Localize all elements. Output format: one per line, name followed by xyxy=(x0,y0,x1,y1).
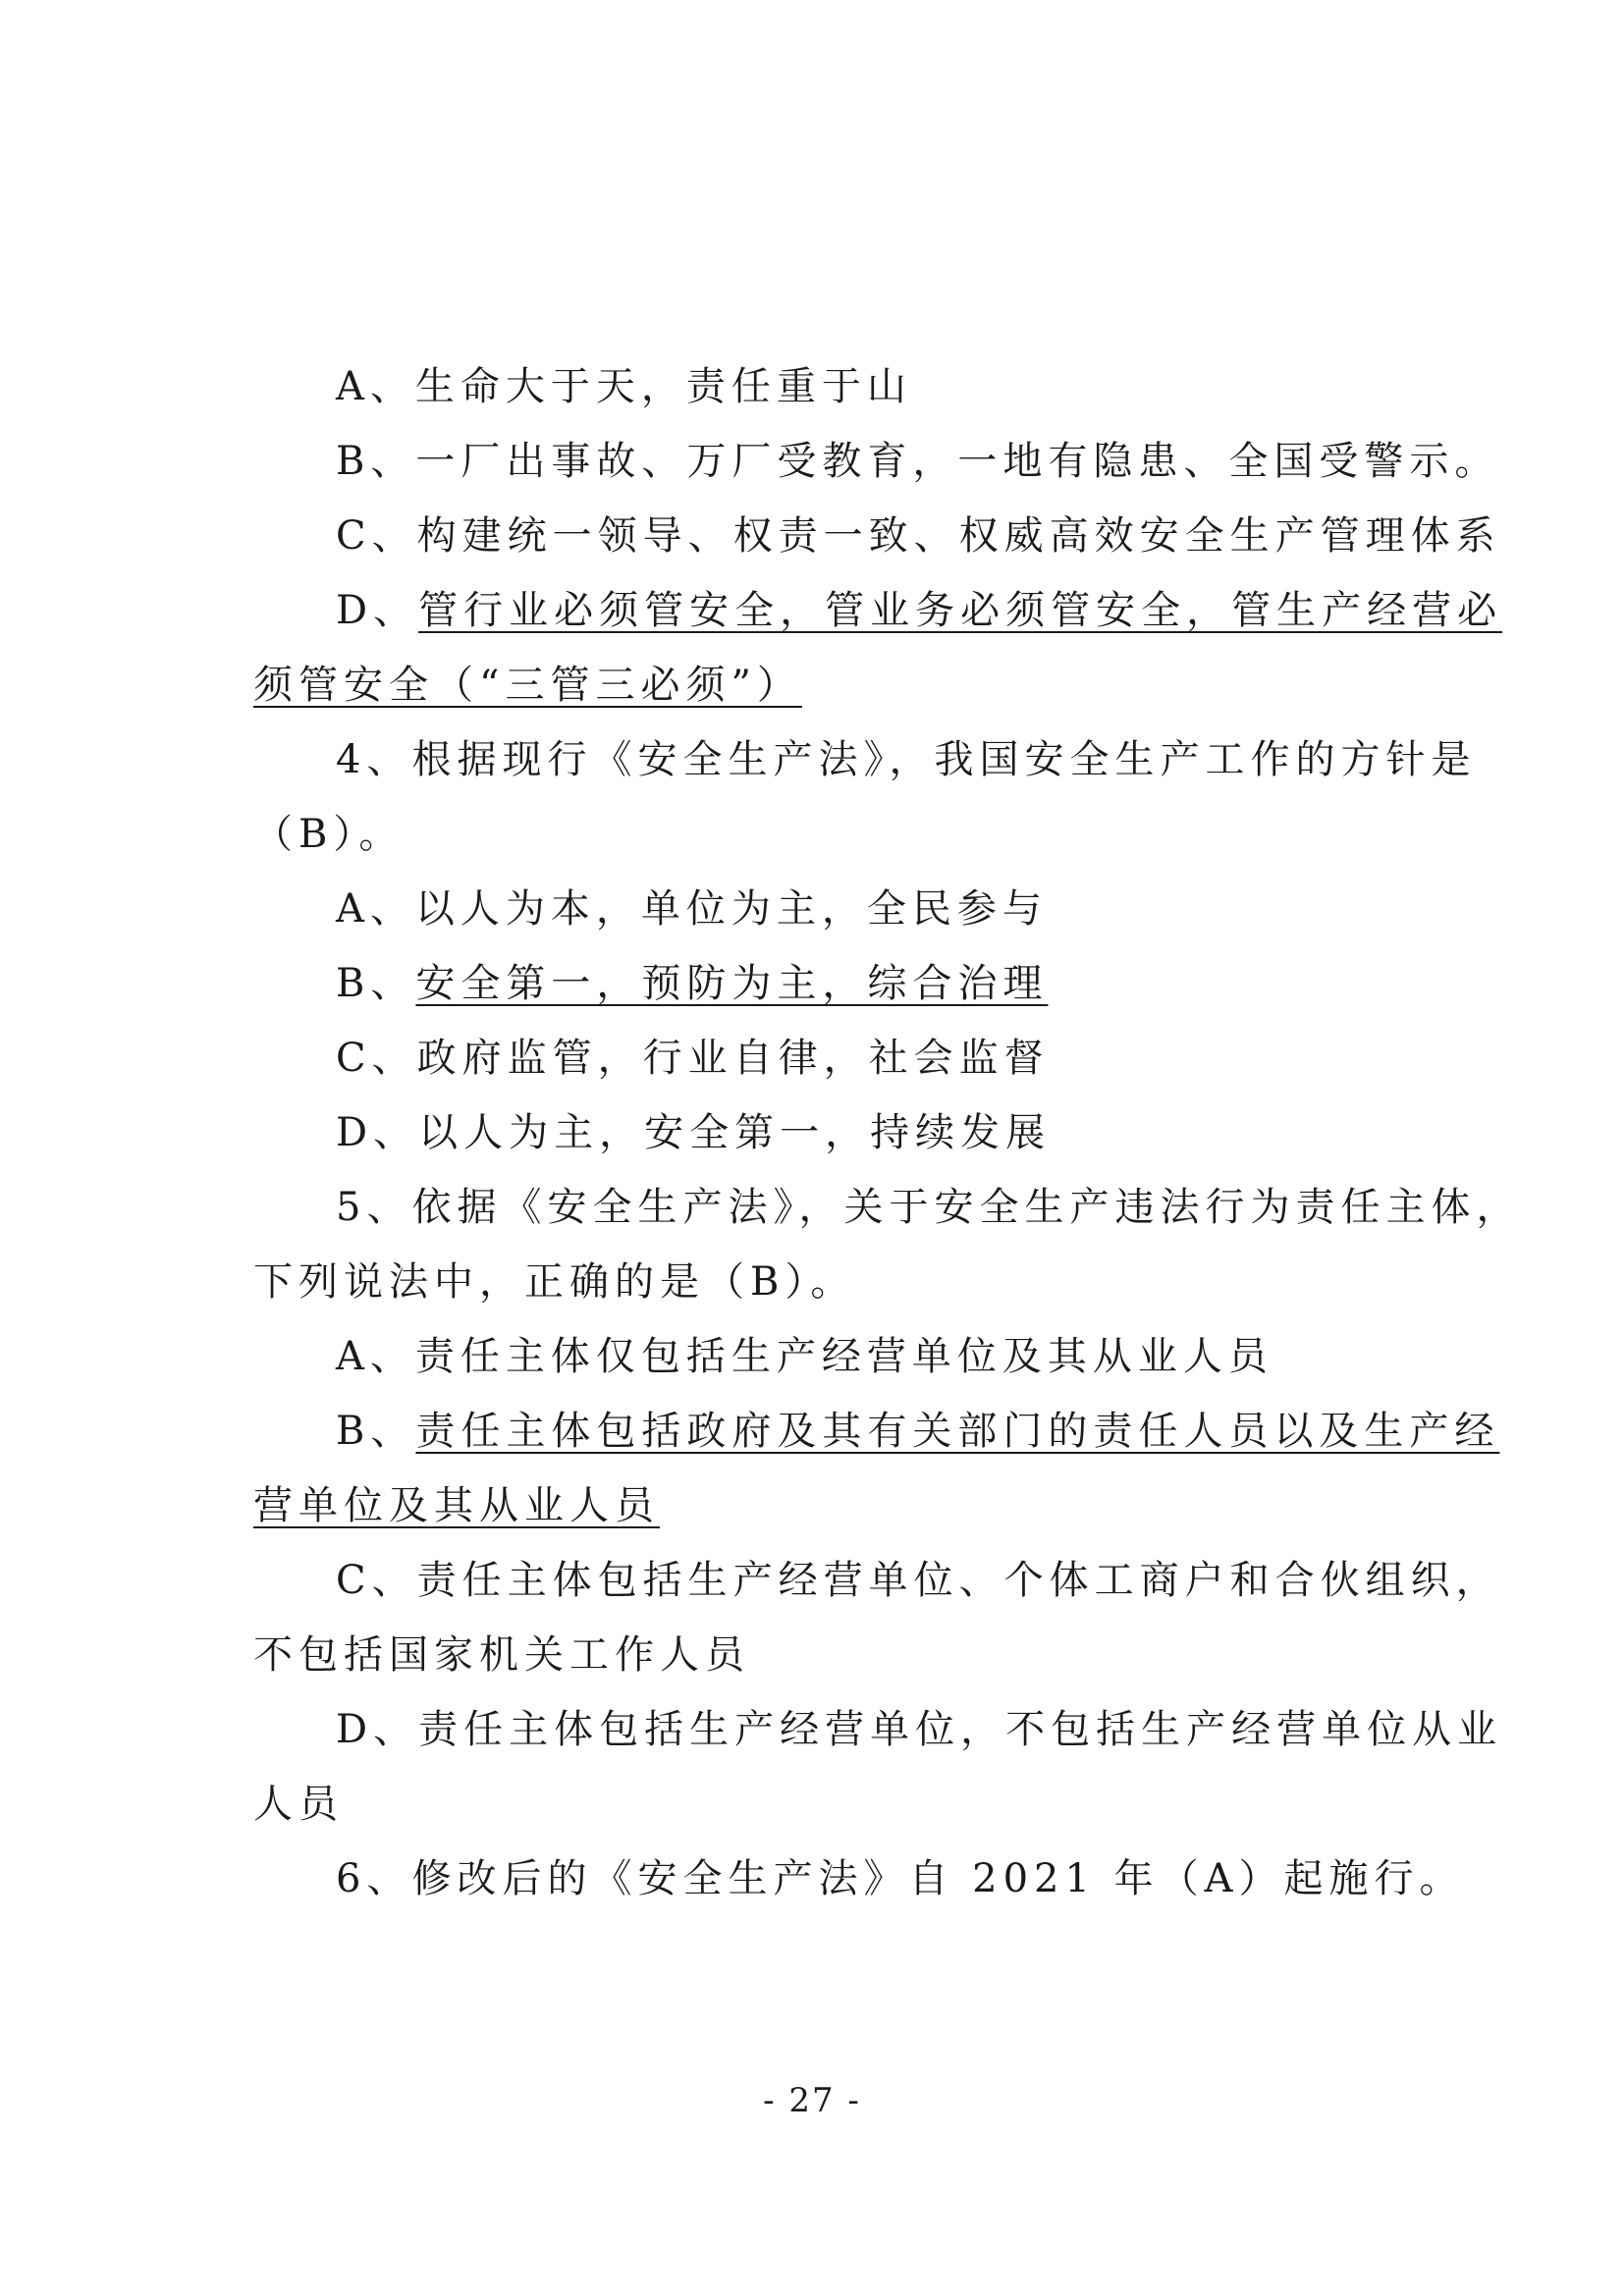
q5-option-b-answer-continued: 营单位及其从业人员 xyxy=(253,1483,660,1528)
q5-option-d: D、责任主体包括生产经营单位，不包括生产经营单位从业 xyxy=(336,1707,1503,1752)
q3-option-c: C、构建统一领导、权责一致、权威高效安全生产管理体系 xyxy=(336,513,1501,559)
q4-question-continued: （B）。 xyxy=(253,812,405,857)
q5-option-b: B、责任主体包括政府及其有关部门的责任人员以及生产经 xyxy=(336,1409,1500,1454)
q3-option-d-answer: 管行业必须管安全，管业务必须管安全，管生产经营必 xyxy=(418,588,1503,633)
q4-option-a: A、以人为本，单位为主，全民参与 xyxy=(336,886,1048,932)
q3-option-b: B、一厂出事故、万厂受教育，一地有隐患、全国受警示。 xyxy=(336,439,1500,484)
q4-option-d: D、以人为主，安全第一，持续发展 xyxy=(336,1110,1052,1155)
q4-question: 4、根据现行《安全生产法》，我国安全生产工作的方针是 xyxy=(336,737,1477,782)
page-number: - 27 - xyxy=(763,2081,861,2120)
q3-option-a: A、生命大于天，责任重于山 xyxy=(336,364,912,409)
q4-option-b: B、安全第一，预防为主，综合治理 xyxy=(336,961,1049,1006)
q3-option-d-continued xyxy=(253,660,1392,711)
q5-option-b-answer: 责任主体包括政府及其有关部门的责任人员以及生产经 xyxy=(415,1409,1500,1454)
q5-option-b-continued xyxy=(253,1480,1392,1531)
q4-option-b-answer: 安全第一，预防为主，综合治理 xyxy=(415,961,1049,1006)
q5-option-c-continued: 不包括国家机关工作人员 xyxy=(253,1632,750,1678)
q3-option-d: D、管行业必须管安全，管业务必须管安全，管生产经营必 xyxy=(336,588,1503,633)
q4-option-c: C、政府监管，行业自律，社会监督 xyxy=(336,1036,1050,1081)
q5-question-continued: 下列说法中，正确的是（B）。 xyxy=(253,1259,856,1305)
q3-option-d-answer-continued: 须管安全（“三管三必须”） xyxy=(253,663,802,708)
q5-question: 5、依据《安全生产法》，关于安全生产违法行为责任主体， xyxy=(336,1185,1522,1230)
q5-option-c: C、责任主体包括生产经营单位、个体工商户和合伙组织， xyxy=(336,1558,1501,1603)
q5-option-d-continued: 人员 xyxy=(253,1782,344,1827)
q5-option-a: A、责任主体仅包括生产经营单位及其从业人员 xyxy=(336,1334,1273,1379)
q6-question: 6、修改后的《安全生产法》自 2021 年（A）起施行。 xyxy=(336,1856,1465,1901)
